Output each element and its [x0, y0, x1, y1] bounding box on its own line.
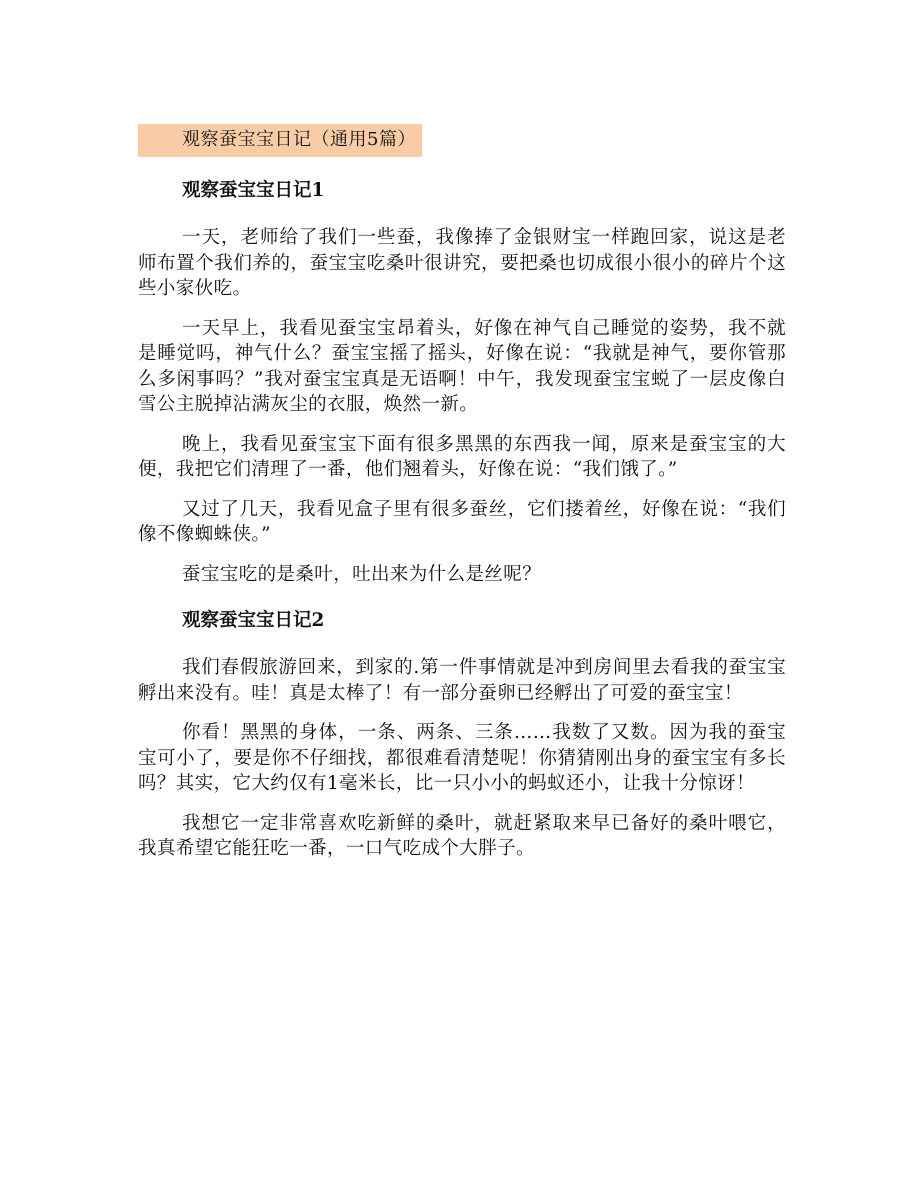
- paragraph: 又过了几天，我看见盒子里有很多蚕丝，它们搂着丝，好像在说：“我们像不像蜘蛛侠。”: [138, 498, 786, 545]
- document-body: [138, 124, 786, 876]
- paragraph: 一天，老师给了我们一些蚕，我像捧了金银财宝一样跑回家，说这是老师布置个我们养的，蚕宝宝吃桑叶很讲究，要把桑也切成很小很小的碎片个这些小家伙吃。: [138, 227, 786, 299]
- paragraph: 我们春假旅游回来，到家的.第一件事情就是冲到房间里去看我的蚕宝宝孵出来没有。哇！真是太棒了！有一部分蚕卵已经孵出了可爱的蚕宝宝！: [138, 657, 786, 704]
- paragraph: 晚上，我看见蚕宝宝下面有很多黑黑的东西我一闻，原来是蚕宝宝的大便，我把它们清理了一番，他们翘着头，好像在说：“我们饿了。”: [138, 433, 786, 480]
- section-2: [138, 607, 786, 862]
- section-1: [138, 177, 786, 587]
- section-heading: 观察蚕宝宝日记1: [182, 180, 325, 201]
- paragraph: 你看！黑黑的身体，一条、两条、三条……我数了又数。因为我的蚕宝宝可小了，要是你不仔细找，都很难看清楚呢！你猜猜刚出身的蚕宝宝有多长吗？其实，它大约仅有1毫米长，比一只小小的蚂蚁还小，让我十分惊讶！: [138, 722, 786, 794]
- paragraph: 一天早上，我看见蚕宝宝昂着头，好像在神气自己睡觉的姿势，我不就是睡觉吗，神气什么？蚕宝宝摇了摇头，好像在说：“我就是神气，要你管那么多闲事吗？”我对蚕宝宝真是无语啊！中午，我发现蚕宝宝蜕了一层皮像白雪公主脱掉沾满灰尘的衣服，焕然一新。: [138, 317, 786, 415]
- paragraph: 我想它一定非常喜欢吃新鲜的桑叶，就赶紧取来早已备好的桑叶喂它，我真希望它能狂吃一番，一口气吃成个大胖子。: [138, 812, 786, 859]
- section-heading: 观察蚕宝宝日记2: [182, 610, 325, 631]
- paragraph: 蚕宝宝吃的是桑叶，吐出来为什么是丝呢？: [182, 563, 542, 585]
- document-title: 观察蚕宝宝日记（通用5篇）: [138, 124, 422, 157]
